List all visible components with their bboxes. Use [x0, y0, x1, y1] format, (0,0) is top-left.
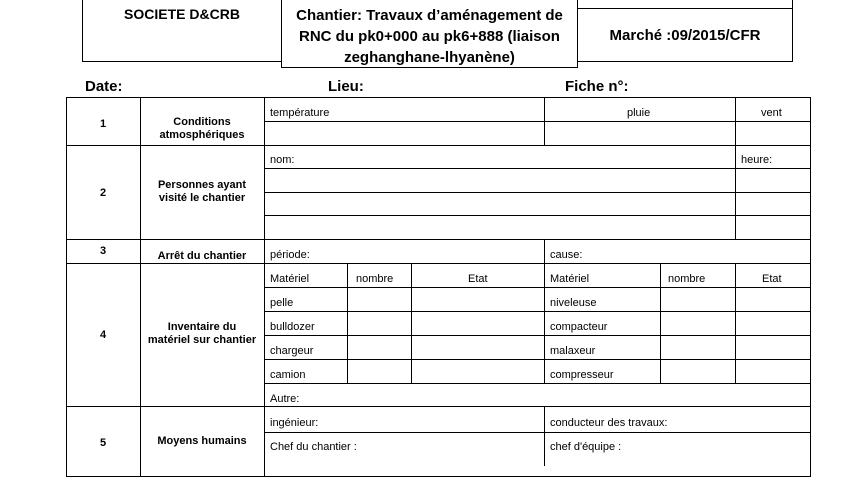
- works-manager-label: conducteur des travaux:: [550, 417, 668, 429]
- material-header-right: Matériel: [550, 273, 590, 285]
- team-chief-label: chef d'équipe :: [550, 441, 622, 453]
- engineer-label: ingénieur:: [270, 417, 319, 429]
- temperature-label: température: [270, 107, 330, 119]
- state-header-left: Etat: [468, 273, 488, 285]
- row-1-div-b: [735, 97, 736, 145]
- row-5-title: Moyens humains: [157, 435, 247, 447]
- row-2-line-2: [264, 192, 811, 193]
- row-3-number: 3: [99, 245, 107, 257]
- rain-label: pluie: [627, 107, 651, 119]
- wind-label: vent: [761, 107, 782, 119]
- row-separator-1-2: [66, 145, 811, 146]
- project-title-line3: zeghanghane-lhyanène): [344, 49, 515, 66]
- row-4-div-3: [544, 263, 545, 383]
- row-4-title-line2: matériel sur chantier: [147, 334, 257, 346]
- row-4-number: 4: [99, 329, 107, 341]
- company-name: SOCIETE D&CRB: [124, 6, 240, 22]
- market-box-divider: [577, 8, 793, 9]
- row-4-div-4: [660, 263, 661, 383]
- sheet-number-label: Fiche n°:: [565, 78, 629, 95]
- row-3-div: [544, 239, 545, 263]
- equipment-item-left: chargeur: [270, 345, 314, 357]
- date-label: Date:: [85, 78, 123, 95]
- row-2-title: [140, 179, 264, 205]
- equipment-item-left: bulldozer: [270, 321, 315, 333]
- row-4-div-5: [735, 263, 736, 383]
- row-2-number: 2: [99, 187, 107, 199]
- row-4-title: [140, 321, 264, 347]
- row-5-line-1: [264, 432, 811, 433]
- equipment-item-left: pelle: [270, 297, 294, 309]
- equipment-item-right: niveleuse: [550, 297, 597, 309]
- material-header-left: Matériel: [270, 273, 310, 285]
- row-1-title: [140, 116, 264, 142]
- row-separator-2-3: [66, 239, 811, 240]
- row-5-div: [544, 406, 545, 466]
- market-number: Marché :09/2015/CFR: [609, 27, 761, 44]
- row-2-title-line1: Personnes ayant: [157, 179, 247, 191]
- visitor-name-label: nom:: [270, 154, 295, 166]
- stop-period-label: période:: [270, 249, 310, 261]
- row-1-title-line2: atmosphériques: [159, 129, 245, 141]
- place-label: Lieu:: [328, 78, 364, 95]
- site-chief-label: Chef du chantier :: [270, 441, 357, 453]
- row-4-div-1: [347, 263, 348, 383]
- equipment-item-left: camion: [270, 369, 306, 381]
- equipment-item-right: compacteur: [550, 321, 608, 333]
- row-2-line-1: [264, 168, 811, 169]
- number-header-right: nombre: [668, 273, 706, 285]
- row-4-title-line1: Inventaire du: [167, 321, 237, 333]
- visitor-hour-label: heure:: [741, 154, 773, 166]
- other-equipment-label: Autre:: [270, 393, 300, 405]
- row-separator-4-5: [66, 406, 811, 407]
- project-title: [281, 5, 578, 68]
- state-header-right: Etat: [762, 273, 782, 285]
- row-1-div-a: [544, 97, 545, 145]
- project-title-line2: RNC du pk0+000 au pk6+888 (liaison: [299, 28, 560, 45]
- row-2-title-line2: visité le chantier: [158, 192, 246, 204]
- row-1-inner-line: [264, 121, 811, 122]
- equipment-item-right: malaxeur: [550, 345, 596, 357]
- row-1-number: 1: [99, 118, 107, 130]
- number-header-left: nombre: [356, 273, 394, 285]
- row-4-line-4: [264, 383, 811, 384]
- row-4-div-2: [411, 263, 412, 383]
- col-divider-1: [140, 97, 141, 477]
- row-3-title: Arrêt du chantier: [157, 250, 247, 262]
- row-separator-3-4: [66, 263, 811, 264]
- row-2-line-3: [264, 215, 811, 216]
- row-1-title-line1: Conditions: [173, 116, 231, 128]
- project-title-line1: Chantier: Travaux d’aménagement de: [296, 7, 563, 24]
- equipment-item-right: compresseur: [550, 369, 614, 381]
- stop-cause-label: cause:: [550, 249, 583, 261]
- row-5-number: 5: [99, 437, 107, 449]
